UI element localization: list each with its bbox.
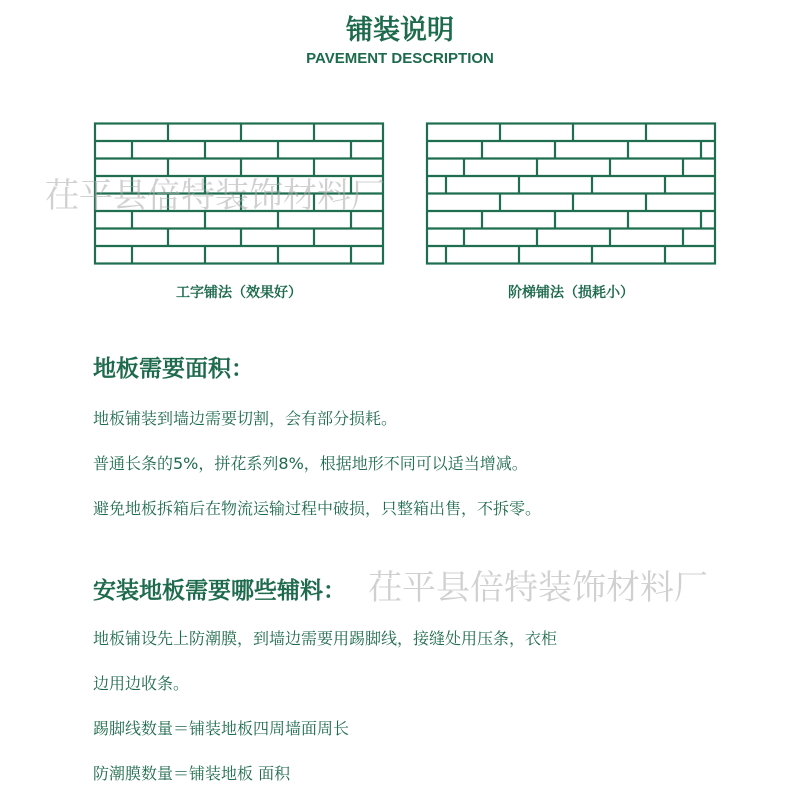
section-heading-area: 地板需要面积： [93,356,254,382]
accessories-line-3: 踢脚线数量＝铺装地板四周墙面周长 [93,719,350,738]
stepped-pattern-diagram [425,122,717,265]
page-subtitle: PAVEMENT DESCRIPTION [306,50,494,67]
accessories-line-4: 防潮膜数量＝铺装地板 面积 [93,764,291,783]
staggered-pattern-caption: 工字铺法（效果好） [176,285,302,301]
accessories-line-2: 边用边收条。 [93,674,190,693]
page-title: 铺装说明 [346,15,454,46]
area-line-1: 地板铺装到墙边需要切割，会有部分损耗。 [93,409,398,428]
stepped-pattern-caption: 阶梯铺法（损耗小） [508,285,634,301]
watermark-2: 茌平县倍特装饰材料厂 [368,568,708,608]
area-line-2: 普通长条的5%，拼花系列8%，根据地形不同可以适当增减。 [93,454,528,473]
section-heading-accessories: 安装地板需要哪些辅料： [93,578,346,604]
accessories-line-1: 地板铺设先上防潮膜，到墙边需要用踢脚线，接缝处用压条，衣柜 [93,629,558,648]
area-line-3: 避免地板拆箱后在物流运输过程中破损，只整箱出售，不拆零。 [93,499,542,518]
watermark: 茌平县倍特装饰材料厂 [45,176,385,216]
